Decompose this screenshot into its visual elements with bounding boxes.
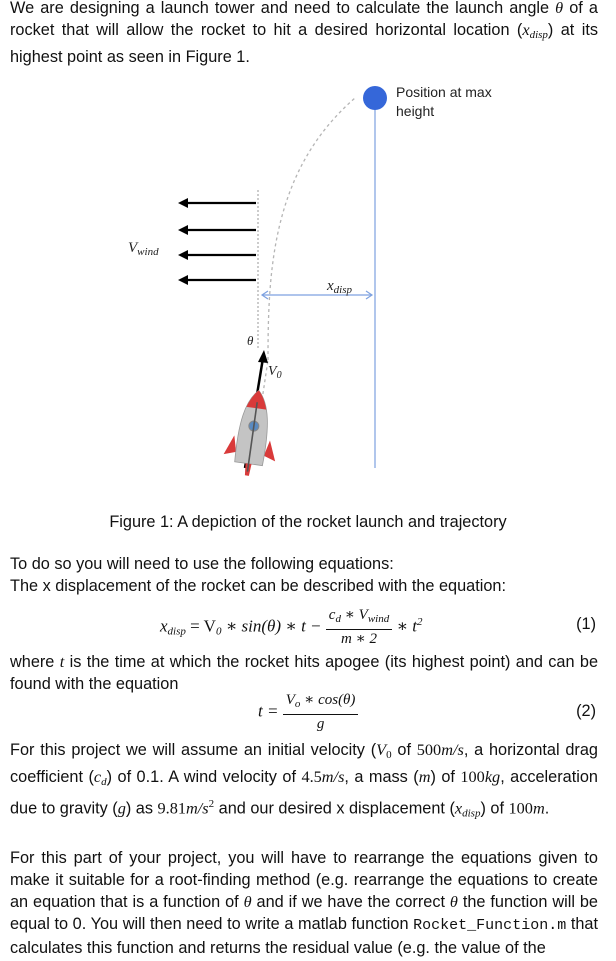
apogee-label: Position at max xyxy=(396,84,492,100)
function-name-code: Rocket_Function.m xyxy=(413,917,567,934)
body-intro: To do so you will need to use the following equations: The x displacement of the rocket can be described with the equation: xyxy=(10,555,506,595)
equation-2: t = $\frac{V_o ∗ \cos(\theta)}{g}$ (2) xyxy=(258,692,596,732)
eq1-fraction: $\frac{c_d ∗ V_{wind}}{m ∗ 2}$ xyxy=(326,607,392,648)
theta-label: θ xyxy=(247,333,254,348)
xdisp-label: $x_{disp}$ xyxy=(327,278,353,296)
equation-2-number: (2) xyxy=(576,702,596,720)
v0-label: $V_0$ xyxy=(268,364,282,381)
trajectory-path xyxy=(268,98,355,360)
body-assumptions: For this project we will assume an initial velocity ($V_0$ of 500m/s, a horizontal drag coefficient $(c_d)$ of 0.1. A wind velocity of 4.5m/s, a mass (m) of 100kg, acceleration due to gravity (g) as $9.81m/s^2$ and our desired x displacement $(x_{disp})$ of 100m. xyxy=(10,740,598,820)
body-apogee-time: where t is the time at which the rocket hits apogee (its highest point) and can be found with the equation xyxy=(10,652,598,693)
theta-symbol: θ xyxy=(555,0,564,17)
xdisp-arrow xyxy=(262,291,372,299)
apogee-label-2: height xyxy=(396,103,435,119)
equation-1: $x_{disp} = V_0$ ∗ sin(θ) ∗ t − $\frac{c_d ∗ V_{wind}}{m ∗ 2}$ ∗ $t^2$ (1) xyxy=(160,607,596,647)
body-task: For this part of your project, you will have to rearrange the equations given to make it suitable for a root-finding method (e.g. rearrange the equations to create an equation that is a function of θ and if we have the correct θ the function will be equal to 0. You will then need to write a matlab function Rocket_Function.m that calculates this function and returns the residual value (e.g. the value of the xyxy=(10,849,598,957)
wind-arrows xyxy=(178,198,256,285)
vwind-label: $V_{wind}$ xyxy=(128,240,159,258)
eq2-fraction: $\frac{V_o ∗ \cos(\theta)}{g}$ xyxy=(283,692,359,733)
rocket-icon xyxy=(221,387,284,479)
equation-1-number: (1) xyxy=(576,615,596,633)
rocket-trajectory-figure xyxy=(0,70,616,510)
intro-paragraph: We are designing a launch tower and need to calculate the launch angle θ of a rocket that will allow the rocket to hit a desired horizontal location $(x_{disp})$ at its highest point as seen in Figure 1. xyxy=(10,0,598,66)
apogee-dot xyxy=(363,86,387,110)
figure-caption: Figure 1: A depiction of the rocket launch and trajectory xyxy=(109,513,507,531)
